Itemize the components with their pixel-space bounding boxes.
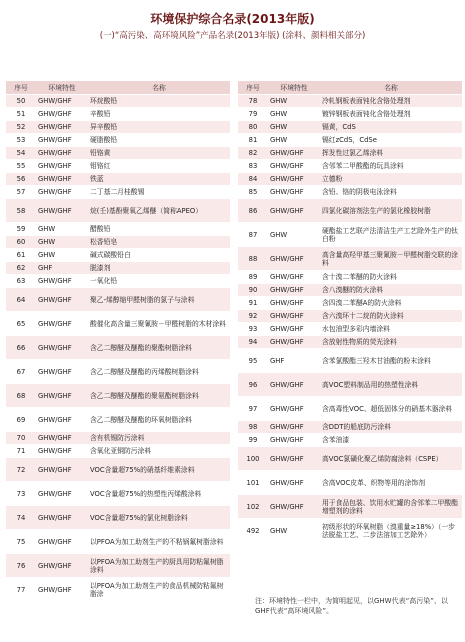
row-property: GHW/GHF <box>36 530 88 554</box>
table-row <box>6 384 230 408</box>
row-name: 以PFOA为加工助剂生产的食品机械防粘氟树脂涂 <box>88 578 230 602</box>
row-index: 55 <box>6 160 36 173</box>
row-index: 87 <box>238 223 268 247</box>
row-index: 95 <box>238 349 268 373</box>
row-name: 高VOC塑料制品用的热塑性涂料 <box>320 373 462 397</box>
row-property: GHW/GHF <box>268 434 320 447</box>
table-row <box>6 134 230 147</box>
table-row <box>238 95 462 108</box>
row-name: 高VOC氯磺化聚乙烯防腐涂料（CSPE） <box>320 447 462 471</box>
row-name: 铁蓝 <box>88 173 230 186</box>
row-index: 53 <box>6 134 36 147</box>
table-row <box>238 336 462 349</box>
row-property: GHW/GHF <box>268 186 320 199</box>
row-index: 51 <box>6 108 36 121</box>
row-property: GHW/GHF <box>36 445 88 458</box>
row-property: GHW/GHF <box>268 173 320 186</box>
row-property: GHW/GHF <box>268 247 320 271</box>
row-name: 聚乙-烯醇缩甲醛树脂的氯子与涂料 <box>88 288 230 312</box>
row-property: GHW/GHF <box>36 432 88 445</box>
row-index: 86 <box>238 199 268 223</box>
row-property: GHW/GHF <box>268 297 320 310</box>
row-name: 脱漆剂 <box>88 262 230 275</box>
table-row <box>6 530 230 554</box>
row-property: GHW/GHF <box>268 160 320 173</box>
row-name: 含八溴醚的防火涂料 <box>320 284 462 297</box>
row-index: 66 <box>6 336 36 360</box>
row-name: 钼铬红 <box>88 160 230 173</box>
table-row <box>6 578 230 602</box>
row-name: 四氯化碳溶剂法生产的氯化橡胶树脂 <box>320 199 462 223</box>
table-row <box>6 336 230 360</box>
table-row <box>238 421 462 434</box>
row-index: 102 <box>238 495 268 519</box>
table-row <box>238 519 462 543</box>
row-name: 含乙二醇醚及醚酯的聚氨酯树脂涂料 <box>88 384 230 408</box>
table-row <box>6 554 230 578</box>
row-name: 一氧化铅 <box>88 275 230 288</box>
row-index: 98 <box>238 421 268 434</box>
row-index: 61 <box>6 249 36 262</box>
row-property: GHW/GHF <box>268 373 320 397</box>
row-index: 83 <box>238 160 268 173</box>
row-property: GHW/GHF <box>36 336 88 360</box>
table-row <box>238 323 462 336</box>
table-row <box>238 310 462 323</box>
table-row <box>6 121 230 134</box>
row-index: 50 <box>6 95 36 108</box>
row-index: 68 <box>6 384 36 408</box>
row-index: 56 <box>6 173 36 186</box>
header-property: 环境特性 <box>36 81 88 95</box>
row-index: 97 <box>238 397 268 421</box>
left-table <box>6 81 230 602</box>
row-property: GHW/GHF <box>36 186 88 199</box>
row-index: 92 <box>238 310 268 323</box>
header-name: 名称 <box>88 81 230 95</box>
row-name: 含十溴二苯醚的防火涂料 <box>320 271 462 284</box>
row-property: GHW/GHF <box>268 284 320 297</box>
row-index: 52 <box>6 121 36 134</box>
row-property: GHW/GHF <box>36 384 88 408</box>
table-row <box>238 186 462 199</box>
row-index: 71 <box>6 445 36 458</box>
table-row <box>238 271 462 284</box>
row-index: 100 <box>238 447 268 471</box>
row-index: 77 <box>6 578 36 602</box>
row-name: 碱式碳酸铅白 <box>88 249 230 262</box>
row-property: GHW <box>36 223 88 236</box>
table-row <box>6 223 230 236</box>
table-row <box>6 249 230 262</box>
row-property: GHF <box>36 262 88 275</box>
table-row <box>6 432 230 445</box>
row-index: 96 <box>238 373 268 397</box>
row-name: 酸催化高含量三聚氰胺－甲醛树脂的木材涂料 <box>88 312 230 336</box>
table-row <box>238 173 462 186</box>
page-subtitle: (一)“高污染、高环境风险”产品名录(2013年版) (涂料、颜料相关部分) <box>99 31 366 41</box>
row-index: 78 <box>238 95 268 108</box>
row-name: 冷轧钢板表面钝化含铬处理剂 <box>320 95 462 108</box>
row-property: GHW/GHF <box>36 288 88 312</box>
table-row <box>238 349 462 373</box>
row-name: 含乙二醇醚及醚酯的环氧树脂涂料 <box>88 408 230 432</box>
row-name: 镉红zCdS，CdSe <box>320 134 462 147</box>
row-property: GHW <box>268 121 320 134</box>
row-property: GHW/GHF <box>36 360 88 384</box>
row-index: 63 <box>6 275 36 288</box>
row-name: 以PFOA为加工助剂生产的不粘锅氟树脂涂料 <box>88 530 230 554</box>
row-index: 84 <box>238 173 268 186</box>
row-index: 58 <box>6 199 36 223</box>
row-name: 含苯氯酸酯三羟木甘油酯的粉末涂料 <box>320 349 462 373</box>
row-index: 101 <box>238 471 268 495</box>
table-row <box>6 288 230 312</box>
row-property: GHW <box>268 223 320 247</box>
row-index: 62 <box>6 262 36 275</box>
row-property: GHW/GHF <box>36 506 88 530</box>
row-index: 64 <box>6 288 36 312</box>
table-row <box>6 173 230 186</box>
row-index: 75 <box>6 530 36 554</box>
row-index: 89 <box>238 271 268 284</box>
row-property: GHW/GHF <box>36 108 88 121</box>
row-property: GHW/GHF <box>36 95 88 108</box>
row-property: GHW/GHF <box>268 310 320 323</box>
row-name: 高含量高羟甲基三聚氰胺－甲醛树脂交联的涂料 <box>320 247 462 271</box>
table-row <box>6 160 230 173</box>
row-property: GHW <box>268 519 320 543</box>
row-name: 含氧化亚铜防污涂料 <box>88 445 230 458</box>
table-row <box>238 434 462 447</box>
row-property: GHW <box>268 95 320 108</box>
row-name: 烷(壬)基酚聚氧乙烯醚（简称APEO） <box>88 199 230 223</box>
row-name: 铅铬黄 <box>88 147 230 160</box>
row-index: 85 <box>238 186 268 199</box>
table-row <box>6 186 230 199</box>
table-row <box>238 147 462 160</box>
row-index: 69 <box>6 408 36 432</box>
page-title: 环境保护综合名录(2013年版) <box>150 12 315 26</box>
row-name: 含铅、铬的阴极电泳涂料 <box>320 186 462 199</box>
row-property: GHW/GHF <box>268 421 320 434</box>
row-property: GHF <box>268 349 320 373</box>
table-row <box>238 397 462 421</box>
table-row <box>6 199 230 223</box>
row-property: GHW/GHF <box>36 275 88 288</box>
row-name: 用于食品包装、饮用水贮罐的含邻苯二甲酸酯增塑剂的涂料 <box>320 495 462 519</box>
table-row <box>238 160 462 173</box>
row-name: 含六溴环十二烷的防火涂料 <box>320 310 462 323</box>
table-row <box>6 95 230 108</box>
row-index: 60 <box>6 236 36 249</box>
row-name: 二丁基二月桂酸锡 <box>88 186 230 199</box>
header-index: 序号 <box>238 81 268 95</box>
table-row <box>238 108 462 121</box>
row-index: 88 <box>238 247 268 271</box>
row-index: 73 <box>6 482 36 506</box>
row-name: 辛酸铅 <box>88 108 230 121</box>
row-name: 初级形状的环氧树脂（溴重量≥18%）（一步法脱盐工艺、二步法溶加工艺除外） <box>320 519 462 543</box>
row-property: GHW <box>36 236 88 249</box>
row-name: 立德粉 <box>320 173 462 186</box>
row-index: 65 <box>6 312 36 336</box>
row-name: 异辛酸铅 <box>88 121 230 134</box>
table-row <box>238 495 462 519</box>
row-index: 59 <box>6 223 36 236</box>
row-name: 含放射性物质的荧光涂料 <box>320 336 462 349</box>
row-name: 含有机锡防污涂料 <box>88 432 230 445</box>
row-index: 54 <box>6 147 36 160</box>
row-index: 72 <box>6 458 36 482</box>
row-property: GHW/GHF <box>36 173 88 186</box>
right-table <box>238 81 462 543</box>
table-row <box>238 121 462 134</box>
table-row <box>238 373 462 397</box>
row-name: 镀锌钢板表面钝化含铬处理剂 <box>320 108 462 121</box>
row-property: GHW <box>268 108 320 121</box>
row-property: GHW/GHF <box>268 336 320 349</box>
row-index: 93 <box>238 323 268 336</box>
row-index: 91 <box>238 297 268 310</box>
row-property: GHW/GHF <box>268 447 320 471</box>
row-name: 醋酸铅 <box>88 223 230 236</box>
row-name: 含苯油漆 <box>320 434 462 447</box>
table-row <box>6 482 230 506</box>
row-property: GHW/GHF <box>36 578 88 602</box>
table-row <box>238 447 462 471</box>
table-row <box>238 284 462 297</box>
row-property: GHW/GHF <box>36 408 88 432</box>
row-name: 含高VOC皮革、织物等用的涂饰剂 <box>320 471 462 495</box>
table-row <box>6 236 230 249</box>
table-row <box>6 147 230 160</box>
row-name: 硬脂酸铅 <box>88 134 230 147</box>
row-property: GHW/GHF <box>268 271 320 284</box>
row-property: GHW/GHF <box>268 323 320 336</box>
row-index: 94 <box>238 336 268 349</box>
row-name: 含乙二醇醚及醚酯的聚酯树脂涂料 <box>88 336 230 360</box>
row-property: GHW/GHF <box>268 495 320 519</box>
row-name: 松香铅皂 <box>88 236 230 249</box>
row-property: GHW/GHF <box>268 147 320 160</box>
row-index: 67 <box>6 360 36 384</box>
row-name: 水包油型多彩内墙涂料 <box>320 323 462 336</box>
row-property: GHW/GHF <box>36 554 88 578</box>
header-property: 环境特性 <box>268 81 320 95</box>
row-index: 70 <box>6 432 36 445</box>
row-name: 以PFOA为加工助剂生产的厨具用防粘氟树脂涂料 <box>88 554 230 578</box>
row-index: 492 <box>238 519 268 543</box>
row-name: 含高毒性VOC、超低固体分的硝基木器涂料 <box>320 397 462 421</box>
table-row <box>6 506 230 530</box>
header-name: 名称 <box>320 81 462 95</box>
row-index: 99 <box>238 434 268 447</box>
table-row <box>6 458 230 482</box>
row-name: 含乙二醇醚及醚酯的丙烯酸树脂涂料 <box>88 360 230 384</box>
row-name: VOC含量超75%的热塑性丙烯酸涂料 <box>88 482 230 506</box>
row-name: 含邻苯二甲酸酯的玩具涂料 <box>320 160 462 173</box>
row-name: 含DDT的船底防污涂料 <box>320 421 462 434</box>
table-row <box>238 223 462 247</box>
row-index: 80 <box>238 121 268 134</box>
table-row <box>238 247 462 271</box>
table-row <box>238 199 462 223</box>
table-row <box>6 108 230 121</box>
row-index: 79 <box>238 108 268 121</box>
row-property: GHW/GHF <box>36 121 88 134</box>
table-row <box>6 262 230 275</box>
row-name: 挥发性过氯乙烯涂料 <box>320 147 462 160</box>
row-property: GHW/GHF <box>268 471 320 495</box>
table-row <box>6 275 230 288</box>
row-property: GHW <box>268 134 320 147</box>
table-row <box>6 445 230 458</box>
table-row <box>238 297 462 310</box>
table-row <box>6 408 230 432</box>
row-property: GHW/GHF <box>36 199 88 223</box>
row-property: GHW/GHF <box>36 147 88 160</box>
row-index: 76 <box>6 554 36 578</box>
row-property: GHW/GHF <box>268 397 320 421</box>
row-index: 74 <box>6 506 36 530</box>
row-name: 环烷酸铅 <box>88 95 230 108</box>
header-index: 序号 <box>6 81 36 95</box>
table-row <box>6 360 230 384</box>
row-property: GHW/GHF <box>36 312 88 336</box>
row-name: 镉黄，CdS <box>320 121 462 134</box>
row-index: 81 <box>238 134 268 147</box>
table-row <box>238 471 462 495</box>
row-name: VOC含量超75%的氯化树脂涂料 <box>88 506 230 530</box>
row-property: GHW/GHF <box>268 199 320 223</box>
row-property: GHW <box>36 249 88 262</box>
row-name: VOC含量超75%的硝基纤维素涂料 <box>88 458 230 482</box>
row-name: 硬酯盐工艺联产法清洁生产工艺除外生产的钛白粉 <box>320 223 462 247</box>
row-property: GHW/GHF <box>36 458 88 482</box>
row-name: 含四溴二苯醚A的防火涂料 <box>320 297 462 310</box>
row-property: GHW/GHF <box>36 160 88 173</box>
row-index: 57 <box>6 186 36 199</box>
row-property: GHW/GHF <box>36 134 88 147</box>
footnote: 注：环境特性一栏中，为简明起见，以GHW代表“高污染”、以GHF代表“高环境风险”。 <box>255 597 448 615</box>
row-property: GHW/GHF <box>36 482 88 506</box>
row-index: 82 <box>238 147 268 160</box>
table-row <box>238 134 462 147</box>
row-index: 90 <box>238 284 268 297</box>
table-row <box>6 312 230 336</box>
